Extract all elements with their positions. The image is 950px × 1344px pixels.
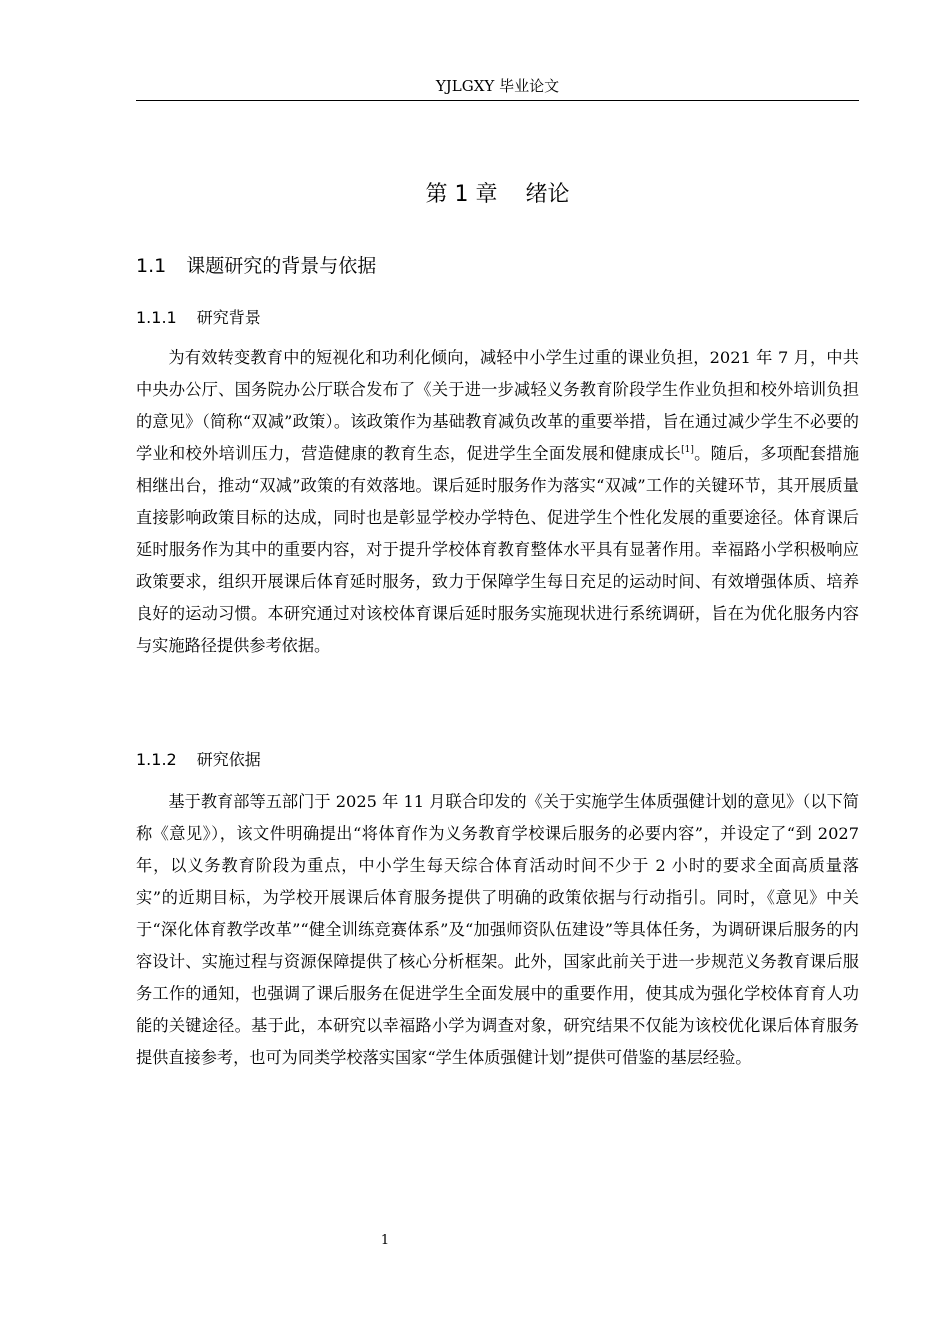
- subsection-number: 1.1.2: [136, 750, 177, 769]
- subsection-title: 研究依据: [196, 750, 261, 769]
- subsection-number: 1.1.1: [136, 308, 177, 327]
- section-number: 1.1: [136, 255, 167, 277]
- section-heading-1-1: [136, 253, 376, 279]
- chapter-title: 第 1 章 绪论: [425, 182, 570, 207]
- paragraph-text-continued: 。随后，多项配套措施相继出台，推动“双减”政策的有效落地。课后延时服务作为落实“双减”工作的关键环节，其开展质量直接影响政策目标的达成，同时也是彰显学校办学特色、促进学生个性化发展的重要途径。体育课后延时服务作为其中的重要内容，对于提升学校体育教育整体水平具有显著作用。幸福路小学积极响应政策要求，组织开展课后体育延时服务，致力于保障学生每日充足的运动时间、有效增强体质、培养良好的运动习惯。本研究通过对该校体育课后延时服务实施现状进行系统调研，旨在为优化服务内容与实施路径提供参考依据。: [136, 444, 860, 655]
- header-rule: [136, 100, 859, 101]
- paragraph-research-basis: 基于教育部等五部门于 2025 年 11 月联合印发的《关于实施学生体质强健计划的意见》（以下简称《意见》），该文件明确提出“将体育作为义务教育学校课后服务的必要内容”，并设定了“到 2027 年，以义务教育阶段为重点，中小学生每天综合体育活动时间不少于 2 小时的要求全面高质量落实”的近期目标，为学校开展课后体育服务提供了明确的政策依据与行动指引。同时，《意见》中关于“深化体育教学改革”“健全训练竞赛体系”及“加强师资队伍建设”等具体任务，为调研课后服务的内容设计、实施过程与资源保障提供了核心分析框架。此外，国家此前关于进一步规范义务教育课后服务工作的通知，也强调了课后服务在促进学生全面发展中的重要作用，使其成为强化学校体育育人功能的关键途径。基于此，本研究以幸福路小学为调查对象，研究结果不仅能为该校优化课后体育服务提供直接参考，也可为同类学校落实国家“学生体质强健计划”提供可借鉴的基层经验。: [136, 792, 859, 1067]
- paragraph-research-background: [136, 342, 859, 662]
- subsection-heading-1-1-1: [136, 307, 261, 329]
- subsection-title: 研究背景: [196, 308, 261, 327]
- section-title: 课题研究的背景与依据: [186, 255, 377, 277]
- citation-marker: [1]: [681, 445, 694, 455]
- subsection-heading-1-1-2: [136, 749, 261, 771]
- page-header: YJLGXY 毕业论文: [435, 77, 560, 95]
- page-number: 1: [380, 1233, 390, 1248]
- paragraph-text: 为有效转变教育中的短视化和功利化倾向，减轻中小学生过重的课业负担，2021 年 7 月，中共中央办公厅、国务院办公厅联合发布了《关于进一步减轻义务教育阶段学生作业负担和校外培训负担的意见》（简称“双减”政策）。该政策作为基础教育减负改革的重要举措，旨在通过减少学生不必要的学业和校外培训压力，营造健康的教育生态，促进学生全面发展和健康成长: [136, 348, 859, 463]
